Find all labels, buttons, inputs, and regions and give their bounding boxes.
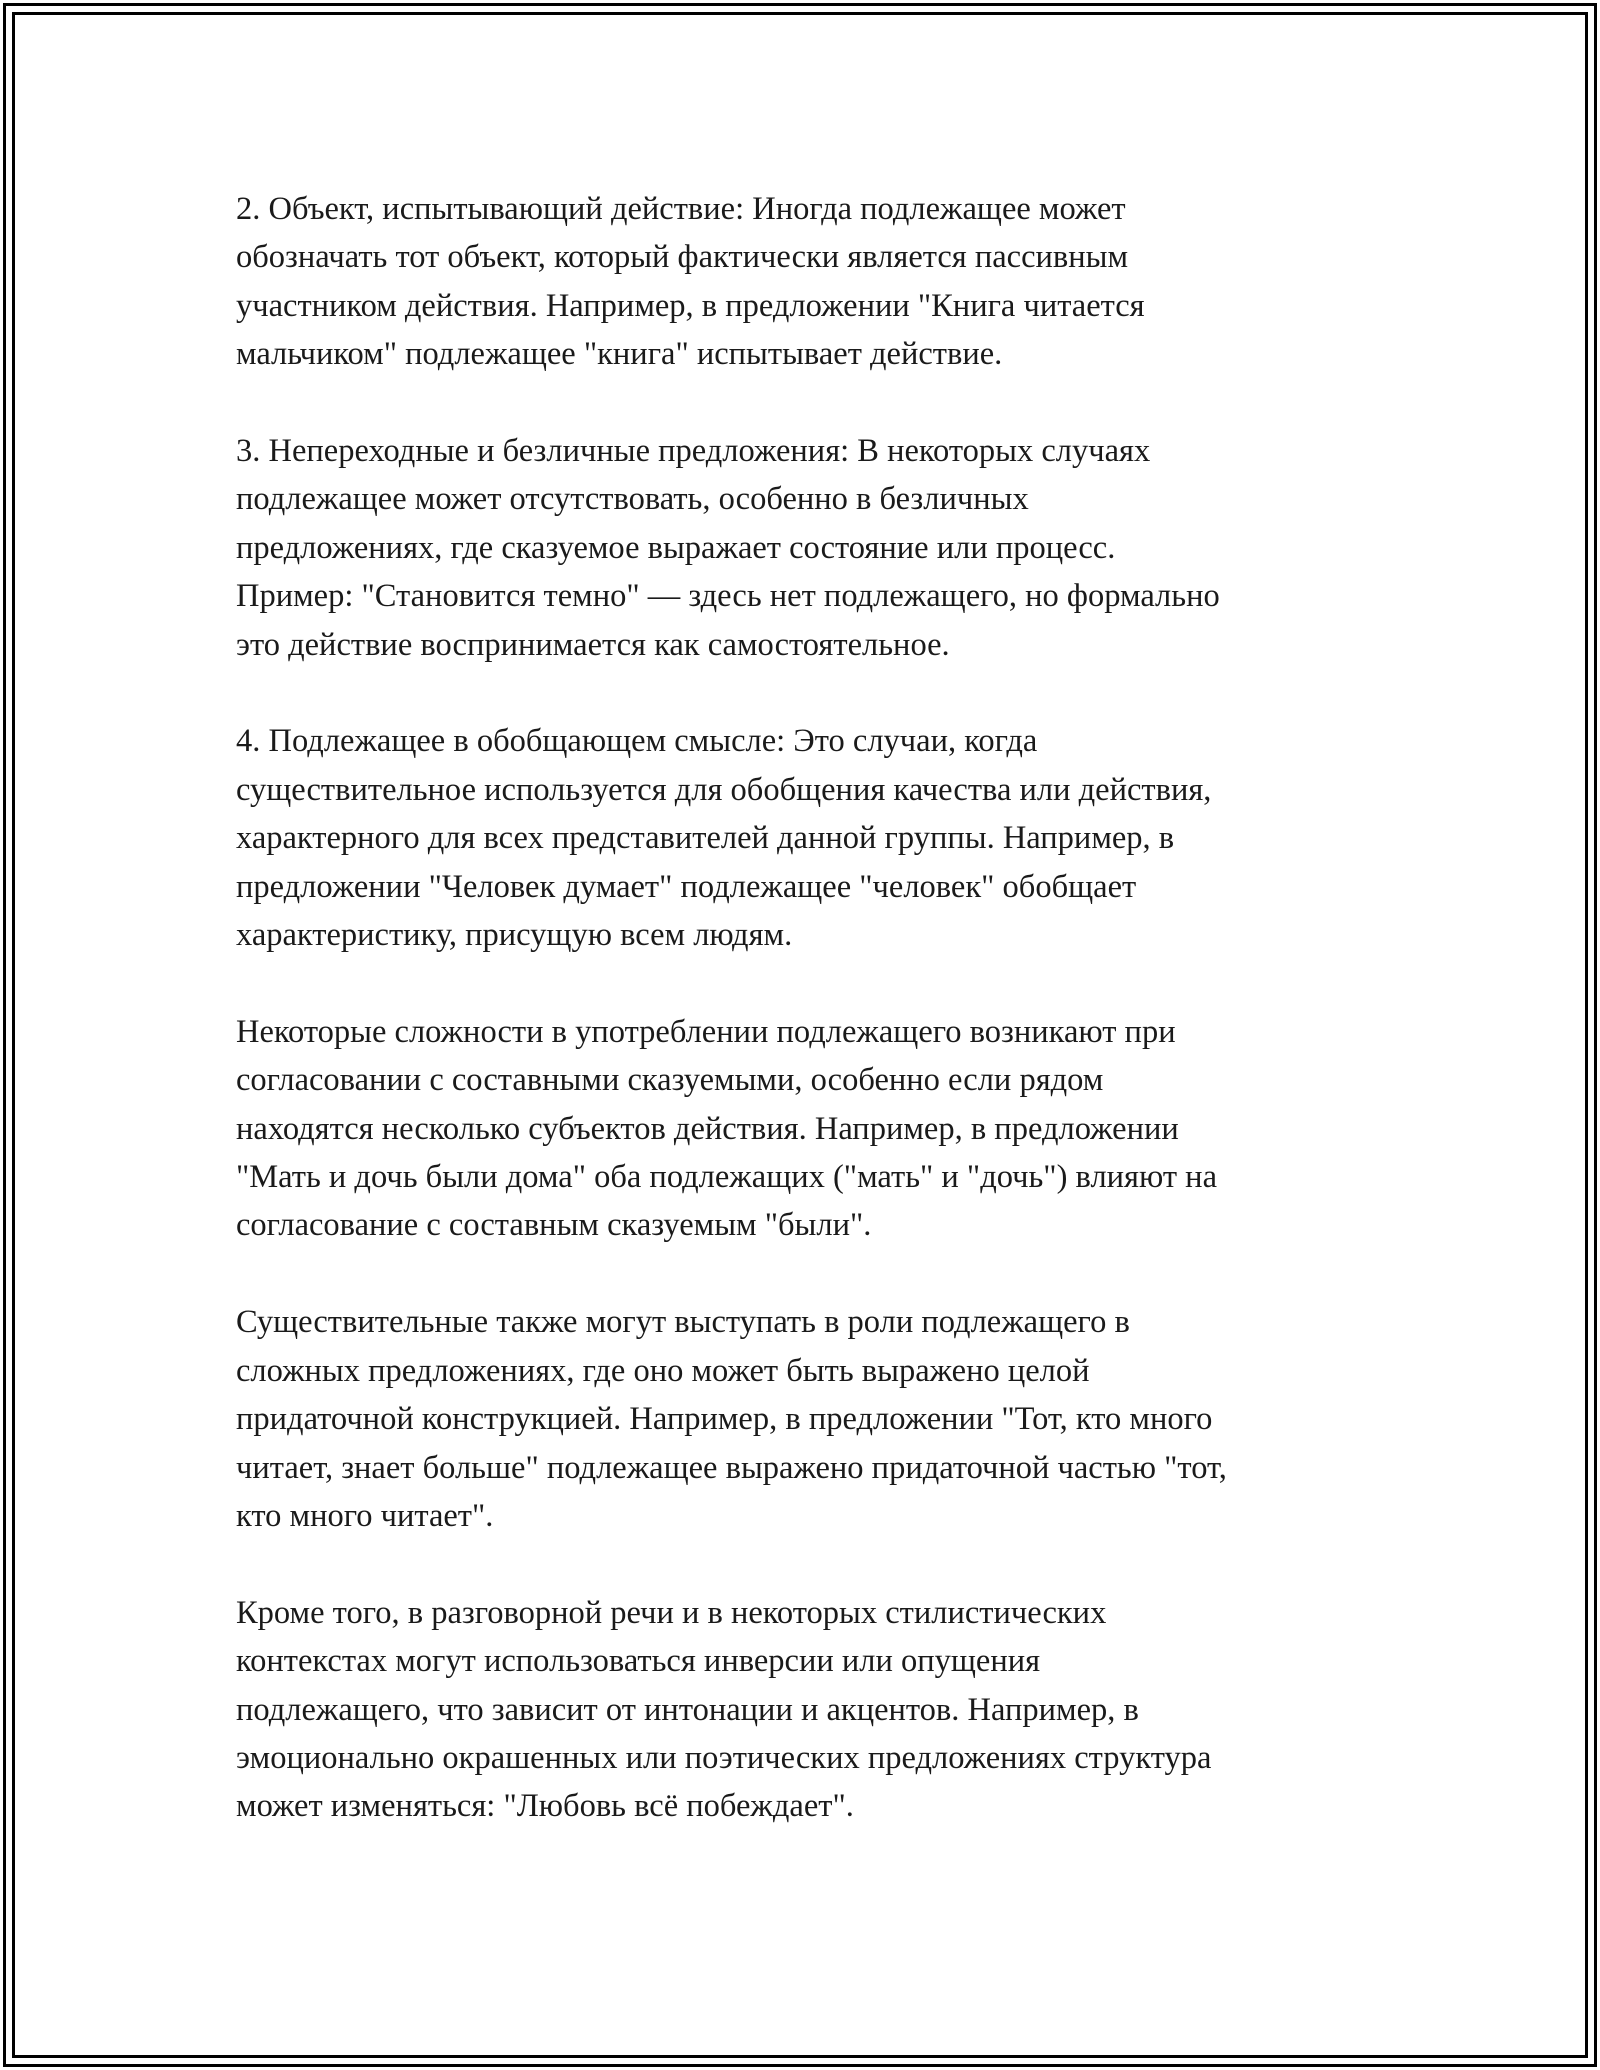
paragraph-generalizing-subject: 4. Подлежащее в обобщающем смысле: Это случаи, когда существительное используется для обобщения качества или действия, характерного для всех представителей данной группы. Например, в предложении "Человек думает" подлежащее "человек" обобщает характеристику, присущую всем людям. (236, 723, 1212, 954)
document-body (236, 185, 1386, 1879)
paragraph-impersonal-sentences: 3. Непереходные и безличные предложения: В некоторых случаях подлежащее может отсутствовать, особенно в безличных предложениях, где сказуемое выражает состояние или процесс. Пример: "Становится темно" — здесь нет подлежащего, но формально это действие воспринимается как самостоятельное. (236, 433, 1220, 663)
paragraph-complex-sentences: Существительные также могут выступать в роли подлежащего в сложных предложениях, где оно может быть выражено целой придаточной конструкцией. Например, в предложении "Тот, кто много читает, знает больше" подлежащее выражено придаточной частью "тот, кто много читает". (236, 1304, 1227, 1534)
paragraph-subject-object: 2. Объект, испытывающий действие: Иногда подлежащее может обозначать тот объект, который фактически является пассивным участником действия. Например, в предложении "Книга читается мальчиком" подлежащее "книга" испытывает действие. (236, 191, 1145, 373)
paragraph-colloquial-inversion: Кроме того, в разговорной речи и в некоторых стилистических контекстах могут использоваться инверсии или опущения подлежащего, что зависит от интонации и акцентов. Например, в эмоционально окрашенных или поэтических предложениях структура может изменяться: "Любовь всё побеждает". (236, 1594, 1212, 1825)
paragraph-agreement-difficulties: Некоторые сложности в употреблении подлежащего возникают при согласовании с составными сказуемыми, особенно если рядом находятся несколько субъектов действия. Например, в предложении "Мать и дочь были дома" оба подлежащих ("мать" и "дочь") влияют на согласование с составным сказуемым "были". (236, 1013, 1217, 1244)
